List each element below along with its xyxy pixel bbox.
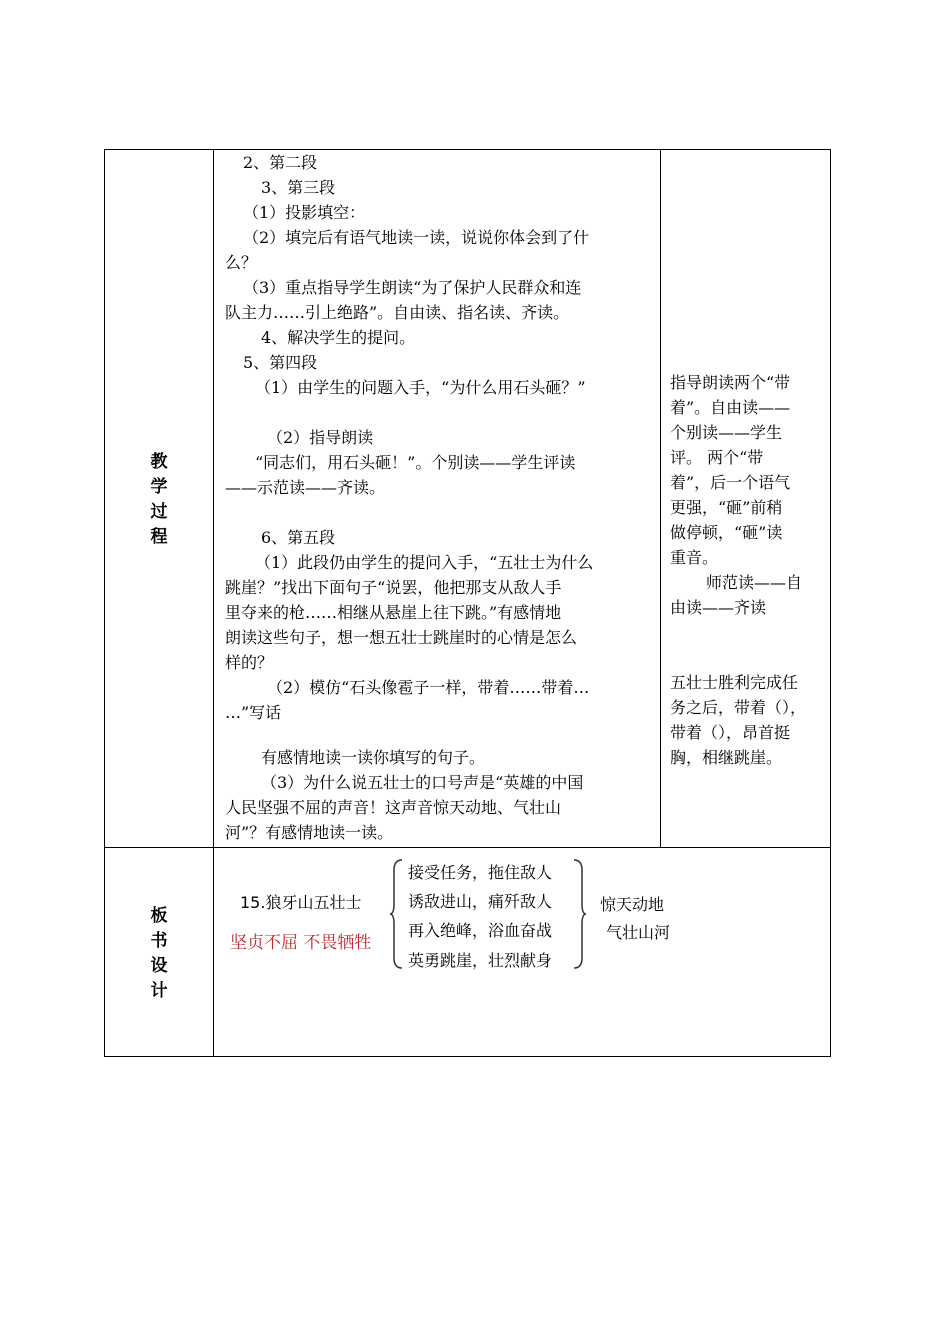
board-label-char: 书 (150, 931, 168, 951)
row-divider (105, 847, 830, 848)
note-line: 带着（），昂首挺 (670, 723, 791, 742)
right-brace (572, 858, 586, 970)
board-result: 惊天动地 (600, 895, 665, 914)
process-label-char: 教 (150, 452, 168, 472)
main-line: （3）重点指导学生朗读“为了保护人民群众和连 (243, 278, 582, 297)
board-label-char: 计 (150, 981, 168, 1001)
note-line: 着”。自由读—— (670, 398, 791, 417)
main-line: （1）由学生的问题入手，“为什么用石头砸？” (255, 378, 586, 397)
main-line: 人民坚强不屈的声音！这声音惊天动地、气壮山 (225, 798, 562, 817)
board-result: 气壮山河 (606, 923, 671, 942)
note-line: 重音。 (670, 548, 719, 567)
board-spirit: 坚贞不屈 不畏牺牲 (230, 933, 372, 953)
note-line: 评。 两个“带 (670, 448, 764, 467)
note-line: 师范读——自 (706, 573, 803, 592)
column-divider-right (660, 150, 661, 847)
note-line: 个别读——学生 (670, 423, 783, 442)
board-label-char: 设 (150, 956, 168, 976)
main-line: 样的？ (225, 653, 274, 672)
note-line: 务之后，带着（）， (670, 698, 807, 717)
left-brace (390, 858, 404, 970)
main-line: 跳崖？”找出下面句子“说罢，他把那支从敌人手 (225, 578, 562, 597)
main-line: 里夺来的枪……相继从悬崖上往下跳。”有感情地 (225, 603, 562, 622)
board-title: 15.狼牙山五壮士 (240, 893, 362, 912)
main-line: 么？ (225, 253, 258, 272)
main-line: …”写话 (225, 703, 282, 722)
main-line: （3）为什么说五壮士的口号声是“英雄的中国 (261, 773, 584, 792)
board-event: 诱敌进山，痛歼敌人 (408, 892, 553, 911)
board-label-char: 板 (150, 906, 168, 926)
main-line: （2）模仿“石头像雹子一样，带着……带着… (267, 678, 590, 697)
main-line: 6、第五段 (261, 528, 336, 547)
process-label-char: 学 (150, 477, 168, 497)
main-line: （2）指导朗读 (267, 428, 374, 447)
note-line: 由读——齐读 (670, 598, 767, 617)
board-event: 接受任务，拖住敌人 (408, 863, 553, 882)
process-label-char: 程 (150, 527, 168, 547)
process-label (147, 450, 171, 550)
main-line: （1）投影填空： (243, 203, 366, 222)
main-line: 有感情地读一读你填写的句子。 (261, 748, 486, 767)
main-line: 4、解决学生的提问。 (261, 328, 416, 347)
main-line: 5、第四段 (243, 353, 318, 372)
board-event: 再入绝峰，浴血奋战 (408, 921, 553, 940)
main-line: 河”？有感情地读一读。 (225, 823, 394, 842)
note-line: 着”，后一个语气 (670, 473, 791, 492)
note-line: 做停顿，“砸”读 (670, 523, 783, 542)
board-label (147, 904, 171, 1004)
board-event: 英勇跳崖，壮烈献身 (408, 951, 553, 970)
main-line: ——示范读——齐读。 (225, 478, 386, 497)
note-line: 指导朗读两个“带 (670, 373, 791, 392)
main-line: 队主力……引上绝路”。自由读、指名读、齐读。 (225, 303, 570, 322)
note-line: 胸，相继跳崖。 (670, 748, 783, 767)
main-line: 3、第三段 (261, 178, 336, 197)
note-line: 五壮士胜利完成任 (670, 673, 799, 692)
main-line: 朗读这些句子，想一想五壮士跳崖时的心情是怎么 (225, 628, 578, 647)
note-line: 更强，“砸”前稍 (670, 498, 783, 517)
process-label-char: 过 (150, 502, 168, 522)
main-line: 2、第二段 (243, 153, 318, 172)
main-line: “同志们，用石头砸！”。个别读——学生评读 (255, 453, 576, 472)
main-line: （2）填完后有语气地读一读，说说你体会到了什 (243, 228, 590, 247)
main-line: （1）此段仍由学生的提问入手，“五壮士为什么 (255, 553, 594, 572)
column-divider-left (213, 150, 214, 1056)
